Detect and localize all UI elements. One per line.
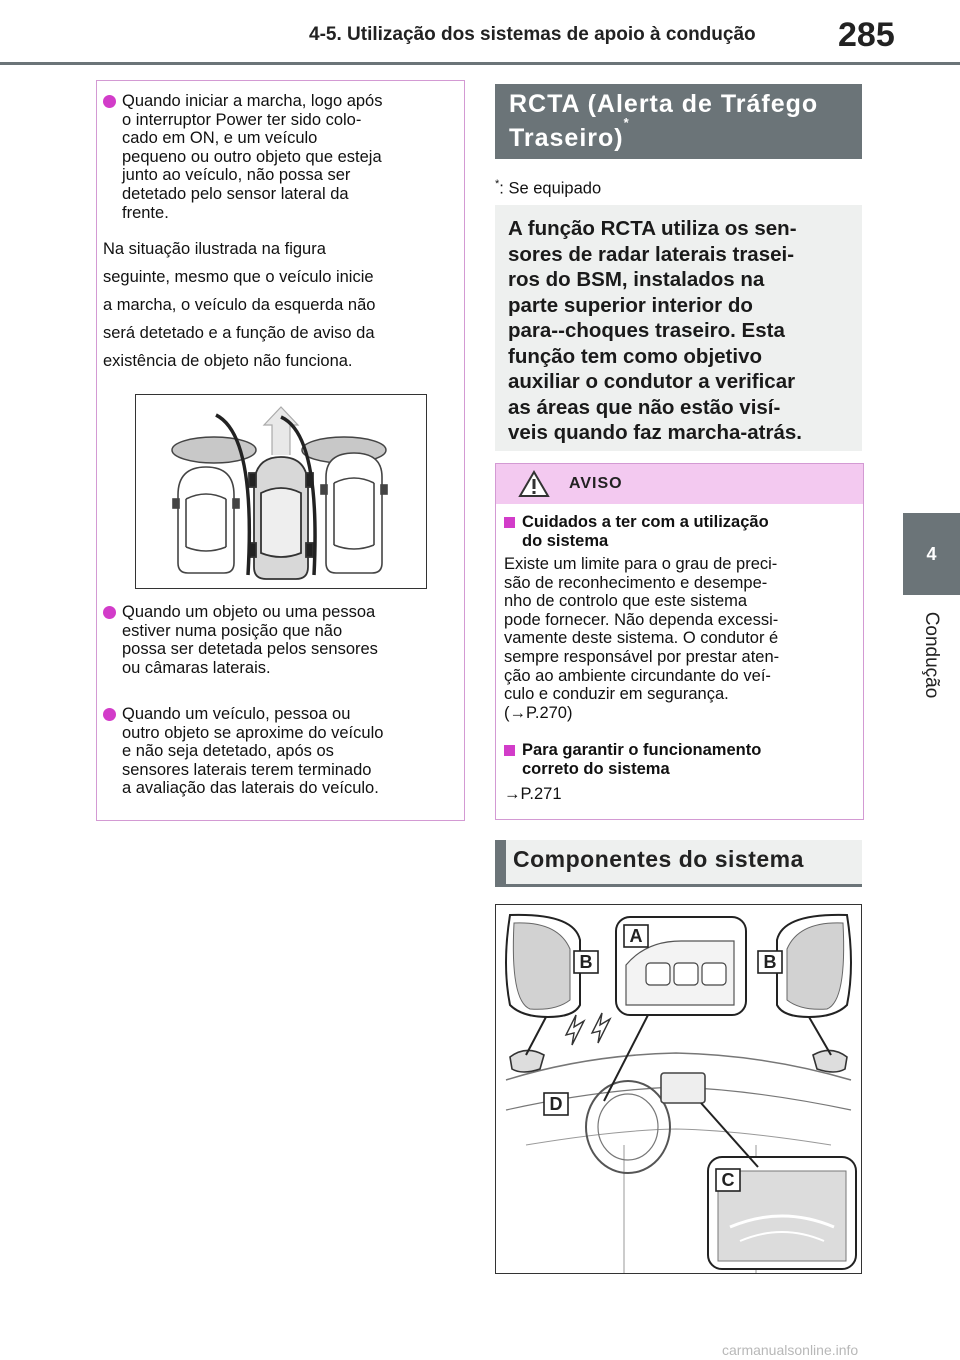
components-illustration [495,904,862,1274]
page-reference-link[interactable]: →P.271 [504,785,562,803]
intro-line: para--choques traseiro. Esta [508,319,785,342]
footnote-text: : Se equipado [499,179,602,198]
callout-label-b-left [574,951,598,973]
text-line: possa ser detetada pelos sensores [122,640,378,659]
paragraph-line: seguinte, mesmo que o veículo inicie [103,268,374,286]
limitations-box [96,80,465,821]
text-line: correto do sistema [522,759,670,778]
components-heading [495,840,862,884]
label-d: D [549,1094,563,1114]
warning-triangle-icon [518,470,550,498]
footnote-mark: * [623,114,630,130]
dashboard-diagram [496,905,861,1273]
text-line: sensores laterais terem terminado [122,760,372,779]
warning-subheading [522,513,769,550]
text-line: Quando iniciar a marcha, logo após [122,92,383,110]
text-line: junto ao veículo, não possa ser [122,166,351,185]
text-line: nho de controlo que este sistema [504,592,748,611]
warning-box [495,463,864,820]
warning-text [504,555,779,722]
warning-title: AVISO [569,475,623,492]
intro-line: ros do BSM, instalados na [508,268,765,291]
callout-label-a [624,925,648,947]
chapter-label: Condução [921,611,942,699]
text-line: e não seja detetado, após os [122,742,334,761]
intro-line: auxiliar o condutor a verificar [508,370,796,393]
text-line: ção ao ambiente circundante do veí- [504,666,771,685]
text-line: são de reconhecimento e desempe- [504,573,768,592]
text-line: Quando um objeto ou uma pessoa [122,603,376,621]
section-title: 4-5. Utilização dos sistemas de apoio à condução [309,24,756,45]
callout-label-c [716,1169,740,1191]
footnote [495,178,601,199]
heading-line: RCTA (Alerta de Tráfego [509,90,819,118]
center-car-icon [249,457,313,579]
square-bullet-icon [504,517,515,528]
rcta-heading [495,84,862,159]
intro-box [495,205,862,451]
bullet-icon [103,708,116,721]
text-line: Cuidados a ter com a utilização [522,513,769,531]
intro-line: as áreas que não estão visí- [508,395,781,419]
intro-line: sores de radar laterais trasei- [508,242,795,266]
callout-label-d [544,1093,568,1115]
parking-illustration [135,394,427,589]
bullet-icon [103,95,116,108]
left-car-icon [173,467,239,573]
chapter-tab: 4 [903,513,960,595]
square-bullet-icon [504,745,515,756]
text-line: a avaliação das laterais do veículo. [122,779,379,798]
paragraph-line: será detetado e a função de aviso da [103,324,375,342]
text-line: Para garantir o funcionamento [522,741,762,759]
page-number: 285 [838,16,895,54]
text-line: outro objeto se aproxime do veículo [122,723,384,742]
warning-header [496,464,863,504]
bullet-icon [103,606,116,619]
text-line: culo e conduzir em segurança. [504,685,729,704]
forward-arrow-icon [264,407,298,455]
heading-underline [495,884,862,887]
footnote-mark: * [495,178,500,190]
paragraph-line: a marcha, o veículo da esquerda não [103,296,376,314]
label-b: B [579,952,593,972]
text-line: pequeno ou outro objeto que esteja [122,147,382,166]
right-car-icon [321,453,387,573]
three-cars-diagram [136,395,426,588]
page-reference-link[interactable]: (→P.270) [504,703,573,722]
heading-line: Traseiro) [509,124,624,152]
components-title: Componentes do sistema [513,846,804,872]
intro-line: parte superior interior do [508,293,753,317]
text-line: Existe um limite para o grau de preci- [504,555,778,573]
text-line: detetado pelo sensor lateral da [122,184,349,203]
text-line: cado em ON, e um veículo [122,129,318,148]
text-line: ou câmaras laterais. [122,658,271,677]
paragraph-line: existência de objeto não funciona. [103,352,353,370]
intro-line: A função RCTA utiliza os sen- [508,217,797,240]
header-rule [0,62,960,65]
text-line: estiver numa posição que não [122,621,343,640]
text-line: Quando um veículo, pessoa ou [122,705,351,723]
text-line: sempre responsável por prestar aten- [504,647,780,666]
callout-label-b-right [758,951,782,973]
text-line: o interruptor Power ter sido colo- [122,110,362,129]
text-line: pode fornecer. Não dependa excessi- [504,610,779,629]
text-line: do sistema [522,531,609,550]
label-b: B [763,952,777,972]
watermark: carmanualsonline.info [722,1342,859,1358]
label-a: A [629,926,643,946]
label-c: C [721,1170,735,1190]
warning-subheading [522,741,761,778]
intro-line: veis quando faz marcha-atrás. [508,421,802,444]
text-line: vamente deste sistema. O condutor é [504,629,779,648]
text-line: frente. [122,203,169,222]
heading-accent-bar [495,840,506,884]
intro-line: função tem como objetivo [508,344,762,368]
paragraph-line: Na situação ilustrada na figura [103,240,326,258]
